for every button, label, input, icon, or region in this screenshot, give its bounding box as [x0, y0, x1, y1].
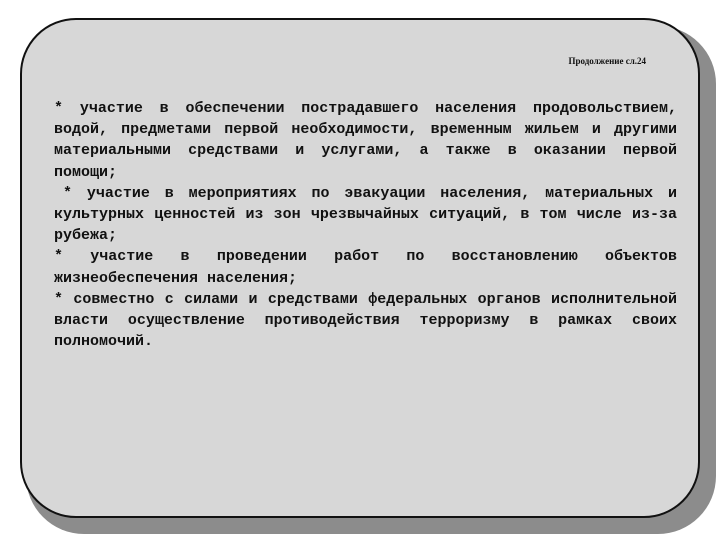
continuation-note: Продолжение сл.24 — [568, 56, 646, 66]
paragraph-restoration: * участие в проведении работ по восстановлению объектов жизнеобеспечения населения; — [54, 248, 677, 287]
paragraph-evacuation: * участие в мероприятиях по эвакуации населения, материальных и культурных ценностей из зон чрезвычайных ситуаций, в том числе из-за рубежа; — [54, 184, 677, 245]
content-card — [20, 18, 700, 518]
paragraph-food-supply: * участие в обеспечении пострадавшего населения продовольствием, водой, предметами первой необходимости, временным жильем и другими материальными средствами и услугами, а также в оказании первой помощи; — [54, 100, 677, 181]
paragraph-counter-terrorism: * совместно с силами и средствами федеральных органов исполнительной власти осуществление противодействия терроризму в рамках своих полномочий. — [54, 290, 677, 351]
text-body — [54, 98, 677, 352]
